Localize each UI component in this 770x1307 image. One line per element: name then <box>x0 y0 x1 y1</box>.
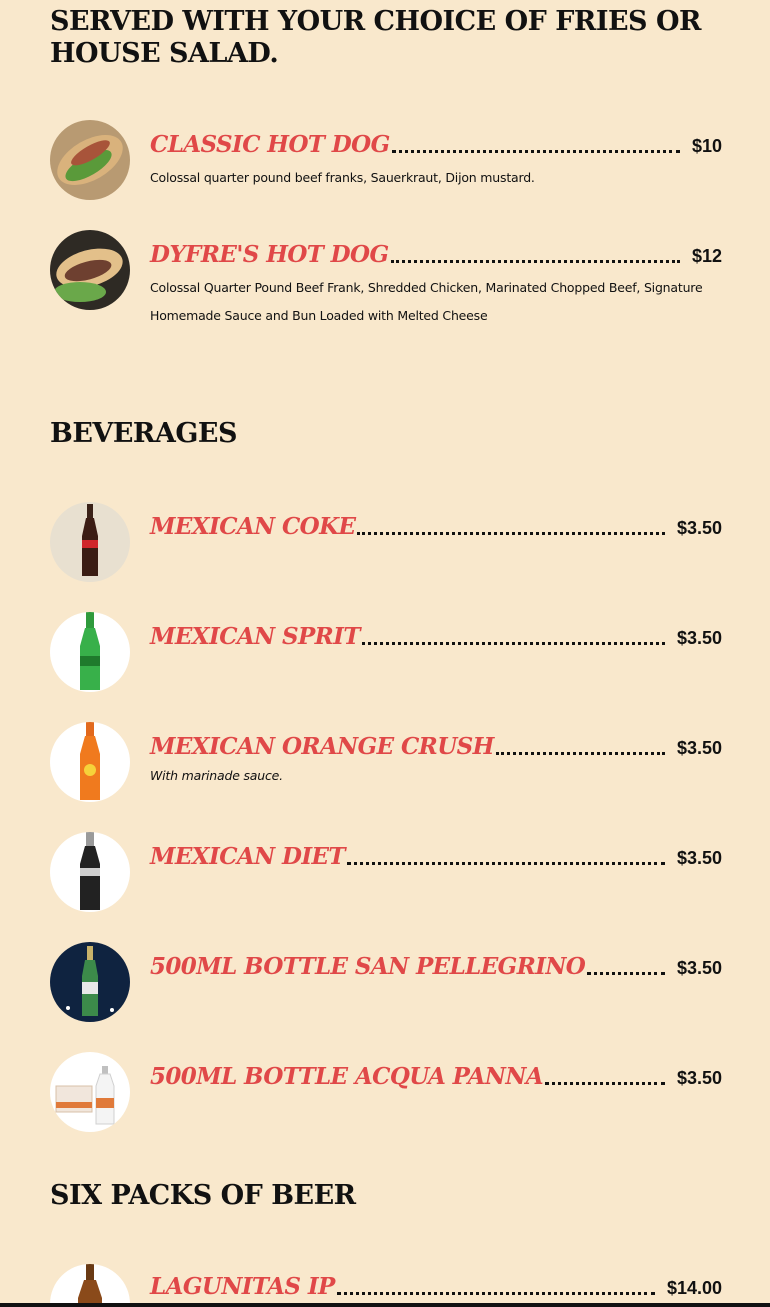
leader-dots <box>392 147 680 153</box>
diet-coke-bottle-photo <box>50 832 130 912</box>
menu-item-mexican-diet[interactable] <box>50 832 722 912</box>
section-title-beverages: BEVERAGES <box>50 418 237 449</box>
item-name: 500ML BOTTLE SAN PELLEGRINO <box>150 953 586 980</box>
acqua-panna-bottle-photo <box>50 1052 130 1132</box>
item-price: $10 <box>691 136 722 156</box>
hot-dog-photo <box>50 230 130 310</box>
menu-item-acqua-panna[interactable] <box>50 1052 722 1132</box>
item-name: MEXICAN ORANGE CRUSH <box>150 733 494 760</box>
menu-item-dyfres-hot-dog[interactable] <box>50 230 722 330</box>
sprite-bottle-photo <box>50 612 130 692</box>
item-price: $3.50 <box>676 958 722 978</box>
coke-bottle-photo <box>50 502 130 582</box>
item-name: CLASSIC HOT DOG <box>150 131 390 158</box>
item-name: 500ML BOTTLE ACQUA PANNA <box>150 1063 544 1090</box>
leader-dots <box>347 859 665 865</box>
item-name: LAGUNITAS IP <box>150 1273 335 1300</box>
item-price: $12 <box>691 246 722 266</box>
leader-dots <box>337 1289 655 1295</box>
menu-item-lagunitas-ip[interactable] <box>50 1264 722 1304</box>
item-description: With marinade sauce. <box>150 768 283 783</box>
item-price: $3.50 <box>676 518 722 538</box>
menu-item-mexican-coke[interactable] <box>50 502 722 582</box>
item-price: $3.50 <box>676 1068 722 1088</box>
menu-item-san-pellegrino[interactable] <box>50 942 722 1022</box>
menu-item-mexican-orange-crush[interactable] <box>50 722 722 802</box>
item-description: Colossal quarter pound beef franks, Sauerkraut, Dijon mustard. <box>150 170 535 185</box>
leader-dots <box>587 969 665 975</box>
menu-item-mexican-sprit[interactable] <box>50 612 722 692</box>
orange-crush-bottle-photo <box>50 722 130 802</box>
item-price: $3.50 <box>676 738 722 758</box>
item-price: $3.50 <box>676 628 722 648</box>
leader-dots <box>357 529 665 535</box>
item-price: $3.50 <box>676 848 722 868</box>
san-pellegrino-bottle-photo <box>50 942 130 1022</box>
leader-dots <box>362 639 665 645</box>
hot-dog-photo <box>50 120 130 200</box>
menu-item-classic-hot-dog[interactable] <box>50 120 722 210</box>
item-name: MEXICAN SPRIT <box>150 623 360 650</box>
leader-dots <box>391 257 680 263</box>
item-description: Colossal Quarter Pound Beef Frank, Shredded Chicken, Marinated Chopped Beef, Signature Homemade Sauce and Bun Loaded with Melted Cheese <box>150 280 703 323</box>
bottom-border <box>0 1303 770 1307</box>
section-title-sandwich-note: SERVED WITH YOUR CHOICE OF FRIES OR HOUSE SALAD. <box>50 6 701 69</box>
item-name: MEXICAN COKE <box>150 513 356 540</box>
item-name: DYFRE'S HOT DOG <box>150 241 389 268</box>
beer-bottle-photo <box>50 1264 130 1304</box>
item-name: MEXICAN DIET <box>150 843 345 870</box>
leader-dots <box>496 749 665 755</box>
leader-dots <box>545 1079 665 1085</box>
item-price: $14.00 <box>666 1278 722 1298</box>
section-title-beer: SIX PACKS OF BEER <box>50 1180 356 1211</box>
